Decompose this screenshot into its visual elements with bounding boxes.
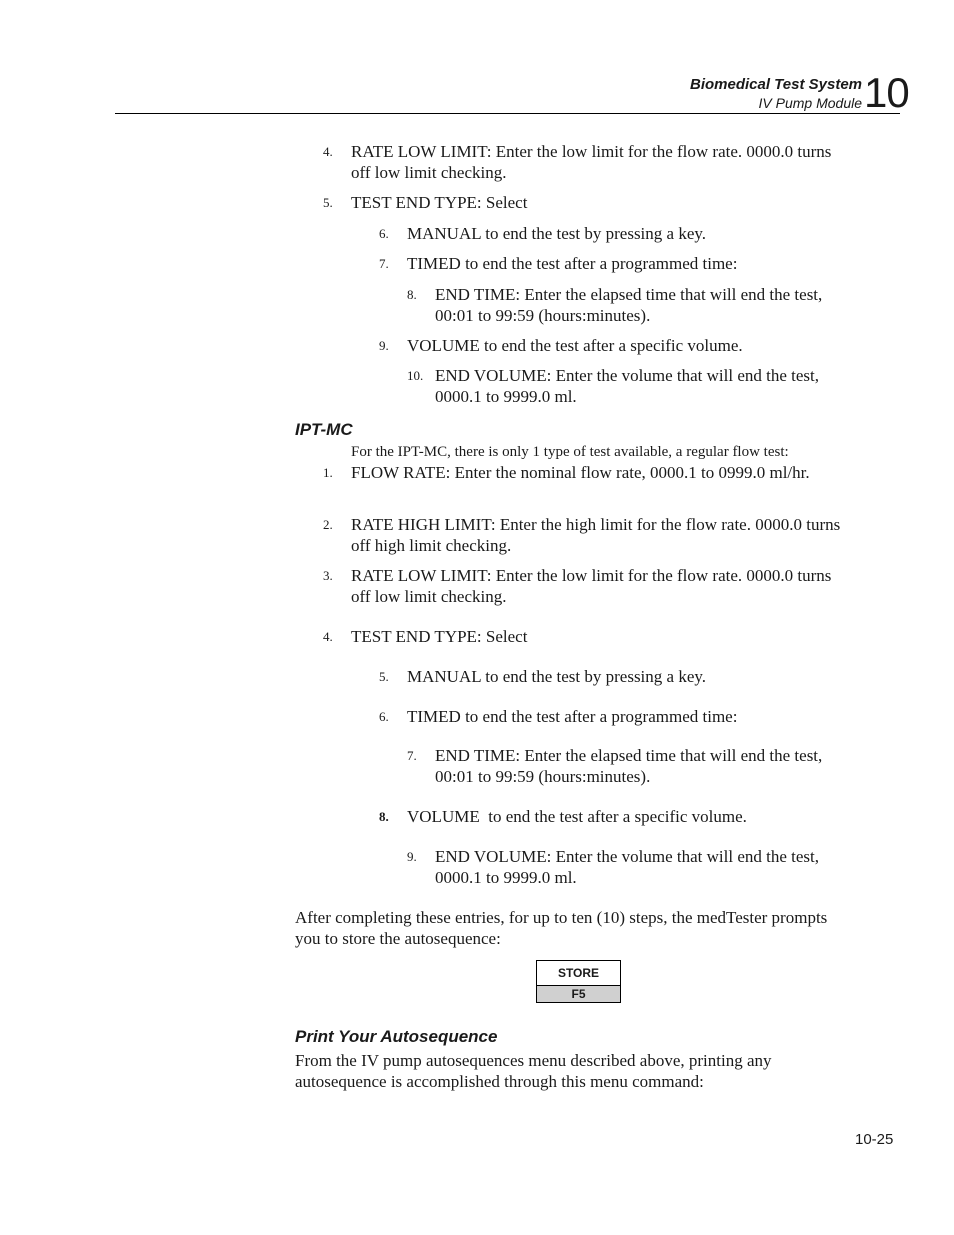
list-number: 3. bbox=[323, 568, 333, 583]
list-text: END TIME: Enter the elapsed time that will end the test, 00:01 to 99:59 (hours:minutes). bbox=[435, 285, 823, 325]
list-text: RATE LOW LIMIT: Enter the low limit for the flow rate. 0000.0 turns off low limit checking. bbox=[351, 142, 832, 182]
list-number: 8. bbox=[407, 287, 417, 302]
list-number: 2. bbox=[323, 517, 333, 532]
list-text: TEST END TYPE: Select bbox=[351, 193, 528, 212]
list-number: 9. bbox=[379, 338, 389, 353]
page-number: 10-25 bbox=[855, 1131, 894, 1148]
list-number: 7. bbox=[407, 748, 417, 763]
list-text: TIMED to end the test after a programmed time: bbox=[407, 707, 738, 726]
list-text: END VOLUME: Enter the volume that will end the test, 0000.1 to 9999.0 ml. bbox=[435, 366, 820, 406]
list-number: 4. bbox=[323, 144, 333, 159]
list-text: VOLUME to end the test after a specific volume. bbox=[407, 336, 743, 355]
list-text: MANUAL to end the test by pressing a key. bbox=[407, 667, 707, 686]
running-header-subtitle: IV Pump Module bbox=[758, 95, 862, 111]
list-text: END VOLUME: Enter the volume that will end the test, 0000.1 to 9999.0 ml. bbox=[435, 847, 820, 887]
list-number: 5. bbox=[323, 195, 333, 210]
list-text: TEST END TYPE: Select bbox=[351, 627, 528, 646]
list-text: TIMED to end the test after a programmed time: bbox=[407, 254, 738, 273]
list-text: RATE HIGH LIMIT: Enter the high limit for the flow rate. 0000.0 turns off high limit checking. bbox=[351, 515, 841, 555]
section-heading-print: Print Your Autosequence bbox=[295, 1027, 498, 1046]
section-intro: For the IPT-MC, there is only 1 type of test available, a regular flow test: bbox=[351, 444, 789, 460]
list-number: 8. bbox=[379, 809, 389, 824]
store-softkey-label: STORE bbox=[537, 961, 620, 986]
list-text: MANUAL to end the test by pressing a key. bbox=[407, 224, 707, 243]
store-softkey bbox=[536, 960, 621, 1003]
running-header-title: Biomedical Test System bbox=[689, 76, 862, 93]
list-number: 6. bbox=[379, 226, 389, 241]
list-number: 9. bbox=[407, 849, 417, 864]
store-softkey-function: F5 bbox=[537, 986, 620, 1002]
list-text: END TIME: Enter the elapsed time that will end the test, 00:01 to 99:59 (hours:minutes). bbox=[435, 746, 823, 786]
header-rule bbox=[115, 113, 900, 114]
list-text: VOLUME to end the test after a specific volume. bbox=[407, 807, 747, 826]
list-number: 10. bbox=[407, 368, 424, 383]
list-number: 7. bbox=[379, 256, 389, 271]
list-text: FLOW RATE: Enter the nominal flow rate, 0000.1 to 0999.0 ml/hr. bbox=[351, 463, 810, 482]
print-paragraph: From the IV pump autosequences menu described above, printing any autosequence is accomplished through this menu command: bbox=[295, 1051, 772, 1091]
section-heading-ipt-mc: IPT-MC bbox=[295, 420, 353, 439]
chapter-number: 10 bbox=[864, 69, 909, 116]
list-number: 1. bbox=[323, 465, 333, 480]
list-number: 6. bbox=[379, 709, 389, 724]
store-prompt-paragraph: After completing these entries, for up to ten (10) steps, the medTester prompts you to store the autosequence: bbox=[295, 908, 828, 948]
list-text: RATE LOW LIMIT: Enter the low limit for the flow rate. 0000.0 turns off low limit checking. bbox=[351, 566, 832, 606]
list-number: 5. bbox=[379, 669, 389, 684]
list-number: 4. bbox=[323, 629, 333, 644]
